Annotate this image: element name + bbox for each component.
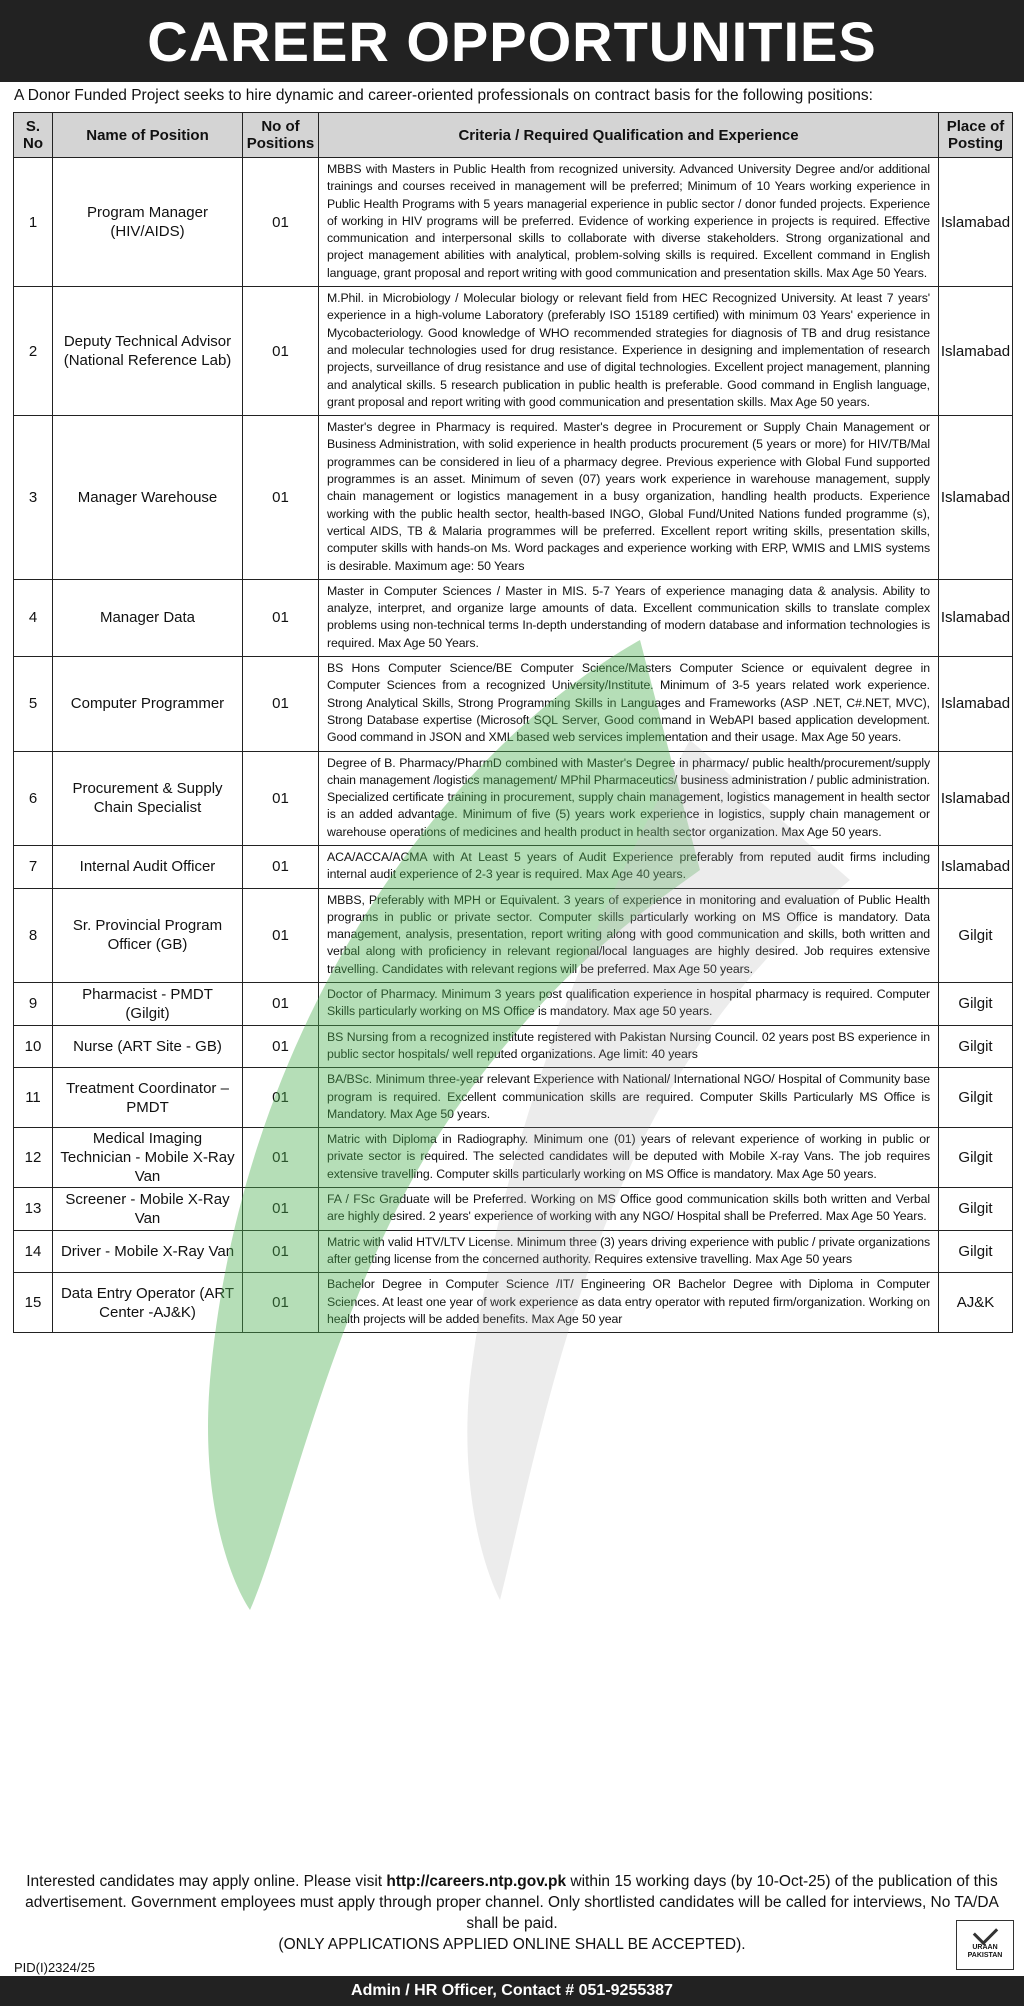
row-place: Gilgit bbox=[939, 983, 1013, 1026]
row-position: Nurse (ART Site - GB) bbox=[53, 1025, 243, 1068]
table-row bbox=[14, 1025, 1013, 1068]
positions-table-container bbox=[13, 112, 1012, 1333]
table-row bbox=[14, 751, 1013, 845]
row-sno: 1 bbox=[14, 158, 53, 287]
row-place: Gilgit bbox=[939, 1230, 1013, 1273]
row-position: Driver - Mobile X-Ray Van bbox=[53, 1230, 243, 1273]
row-place: Islamabad bbox=[939, 158, 1013, 287]
table-row bbox=[14, 845, 1013, 888]
row-count: 01 bbox=[243, 1025, 319, 1068]
row-count: 01 bbox=[243, 1068, 319, 1128]
row-count: 01 bbox=[243, 1128, 319, 1188]
row-sno: 11 bbox=[14, 1068, 53, 1128]
row-count: 01 bbox=[243, 751, 319, 845]
row-sno: 9 bbox=[14, 983, 53, 1026]
row-criteria: MBBS, Preferably with MPH or Equivalent. 3 years of experience in monitoring and evaluation of Public Health programs in public or private sector. Computer skills particularly working on MS Office is mandatory. Data management, analysis, presentation, report writing along with good communication and skills, both written and verbal along with proficiency in relevant regional/local languages are highly desired. Job requires extensive travelling. Candidates with relevant regions will be preferred. Max Age 50 years. bbox=[319, 888, 939, 982]
uraan-pakistan-logo bbox=[956, 1920, 1014, 1970]
row-criteria: Degree of B. Pharmacy/PharmD combined with Master's Degree in pharmacy/ public health/procurement/supply chain management /logistics management/ MPhil Pharmaceutics/ business administration / public administration. Specialized certificate training in procurement, supply chain management, logistics management in health sector is an added advantage. Minimum of five (5) years work experience in logistics, supply chain management or warehouse operations of medicines and health product in health sector organization. Max Age 50 years. bbox=[319, 751, 939, 845]
row-sno: 14 bbox=[14, 1230, 53, 1273]
row-sno: 8 bbox=[14, 888, 53, 982]
row-sno: 5 bbox=[14, 657, 53, 751]
row-place: Islamabad bbox=[939, 579, 1013, 656]
row-count: 01 bbox=[243, 845, 319, 888]
row-count: 01 bbox=[243, 287, 319, 416]
row-sno: 13 bbox=[14, 1188, 53, 1231]
row-criteria: BA/BSc. Minimum three-year relevant Experience with National/ International NGO/ Hospital of Community base program is required. Excellent communication skills are required. Computer Skills Particularly MS Office is Mandatory. Max Age 50 years. bbox=[319, 1068, 939, 1128]
row-place: AJ&K bbox=[939, 1273, 1013, 1333]
row-place: Islamabad bbox=[939, 287, 1013, 416]
column-header-sno: S. No bbox=[14, 113, 53, 158]
column-header-place: Place of Posting bbox=[939, 113, 1013, 158]
row-place: Islamabad bbox=[939, 657, 1013, 751]
row-position: Manager Data bbox=[53, 579, 243, 656]
row-count: 01 bbox=[243, 416, 319, 580]
row-position: Program Manager (HIV/AIDS) bbox=[53, 158, 243, 287]
row-criteria: Matric with valid HTV/LTV License. Minimum three (3) years driving experience with public / private organizations after getting license from the concerned authority. Requires extensive travelling. Max Age 50 years bbox=[319, 1230, 939, 1273]
row-sno: 4 bbox=[14, 579, 53, 656]
table-row bbox=[14, 1128, 1013, 1188]
header-bar bbox=[0, 0, 1024, 82]
row-criteria: M.Phil. in Microbiology / Molecular biology or relevant field from HEC Recognized University. At least 7 years' experience in a high-volume Laboratory (preferably ISO 15189 certified) with minimum 03 Years' experience in Mycobacteriology. Good knowledge of WHO recommended strategies for diagnosis of TB and drug resistance and molecular technologies used for drug resistance. Experience in designing and implementation of research projects, surveillance of drug resistance and use of digital technologies. Excellent project management, planning and analytical skills. 5 research publication in public health is preferable. Good command in English language, grant proposal and report writing with good communication and presentation skills. Max Age 50 years. bbox=[319, 287, 939, 416]
row-position: Pharmacist - PMDT (Gilgit) bbox=[53, 983, 243, 1026]
row-count: 01 bbox=[243, 1230, 319, 1273]
pid-number: PID(I)2324/25 bbox=[14, 1960, 95, 1975]
positions-table bbox=[13, 112, 1013, 1333]
table-row bbox=[14, 983, 1013, 1026]
row-criteria: BS Hons Computer Science/BE Computer Science/Masters Computer Science or equivalent degree in Computer Sciences from a recognized University/Institute. Minimum of 3-5 years related work experience. Strong Analytical Skills, Strong Programming Skills in Languages and Frameworks (ASP .NET, C#.NET, MVC), Strong Database expertise (Microsoft SQL Server, Good command in WebAPI based application development. Good command in JSON and XML based web services implementation and their usage. Max Age 50 years. bbox=[319, 657, 939, 751]
row-criteria: BS Nursing from a recognized institute registered with Pakistan Nursing Council. 02 years post BS experience in public sector hospitals/ well reputed organizations. Age limit: 40 years bbox=[319, 1025, 939, 1068]
row-count: 01 bbox=[243, 158, 319, 287]
logo-text: URAAN PAKISTAN bbox=[967, 1944, 1003, 1959]
row-count: 01 bbox=[243, 657, 319, 751]
table-row bbox=[14, 158, 1013, 287]
row-place: Gilgit bbox=[939, 1128, 1013, 1188]
column-header-position: Name of Position bbox=[53, 113, 243, 158]
table-row bbox=[14, 657, 1013, 751]
row-place: Gilgit bbox=[939, 1068, 1013, 1128]
table-header-row bbox=[14, 113, 1013, 158]
row-position: Deputy Technical Advisor (National Reference Lab) bbox=[53, 287, 243, 416]
row-position: Sr. Provincial Program Officer (GB) bbox=[53, 888, 243, 982]
row-sno: 7 bbox=[14, 845, 53, 888]
contact-bar bbox=[0, 1976, 1024, 2006]
row-sno: 6 bbox=[14, 751, 53, 845]
row-criteria: ACA/ACCA/ACMA with At Least 5 years of Audit Experience preferably from reputed audit firms including internal audit experience of 2-3 year is required. Max Age 40 years. bbox=[319, 845, 939, 888]
row-criteria: Master's degree in Pharmacy is required. Master's degree in Procurement or Supply Chain Management or Business Administration, with solid experience in health products procurement (5 years or more) for HIV/TB/Mal programmes can be considered in lieu of a pharmacy degree. Previous experience with Global Fund supported programmes is an asset. Minimum of seven (07) years work experience in warehouse management, supply chain management or logistics management in a busy organization, handling health products. Experience working with the public health sector, health-based INGO, Global Fund/United Nations funded programme (s), vertical AIDS, TB & Malaria programmes will be preferred. Excellent report writing skills, presentation skills, computer skills with hands-on Ms. Word packages and experience working with ERP, WMIS and LMIS systems is desirable. Maximum age: 50 Years bbox=[319, 416, 939, 580]
table-row bbox=[14, 416, 1013, 580]
row-place: Islamabad bbox=[939, 751, 1013, 845]
contact-text: Admin / HR Officer, Contact # 051-9255387 bbox=[351, 1982, 673, 1999]
row-sno: 2 bbox=[14, 287, 53, 416]
row-criteria: Doctor of Pharmacy. Minimum 3 years post qualification experience in hospital pharmacy is required. Computer Skills particularly working on MS Office is mandatory. Max age 50 years. bbox=[319, 983, 939, 1026]
table-row bbox=[14, 888, 1013, 982]
row-place: Gilgit bbox=[939, 888, 1013, 982]
table-row bbox=[14, 1273, 1013, 1333]
row-position: Medical Imaging Technician - Mobile X-Ray Van bbox=[53, 1128, 243, 1188]
check-icon bbox=[972, 1920, 997, 1945]
row-position: Internal Audit Officer bbox=[53, 845, 243, 888]
row-place: Gilgit bbox=[939, 1188, 1013, 1231]
page-title: CAREER OPPORTUNITIES bbox=[147, 9, 877, 73]
row-sno: 3 bbox=[14, 416, 53, 580]
intro-text: A Donor Funded Project seeks to hire dynamic and career-oriented professionals on contract basis for the following positions: bbox=[14, 87, 873, 104]
row-count: 01 bbox=[243, 1273, 319, 1333]
row-count: 01 bbox=[243, 579, 319, 656]
column-header-criteria: Criteria / Required Qualification and Experience bbox=[319, 113, 939, 158]
row-count: 01 bbox=[243, 1188, 319, 1231]
row-position: Computer Programmer bbox=[53, 657, 243, 751]
row-criteria: Bachelor Degree in Computer Science /IT/ Engineering OR Bachelor Degree with Diploma in Computer Sciences. At least one year of work experience as data entry operator with reputed firm/organization. Working on health projects will be added benefits. Max Age 50 year bbox=[319, 1273, 939, 1333]
row-count: 01 bbox=[243, 983, 319, 1026]
row-position: Screener - Mobile X-Ray Van bbox=[53, 1188, 243, 1231]
careers-url-link[interactable]: http://careers.ntp.gov.pk bbox=[386, 1873, 567, 1890]
row-place: Gilgit bbox=[939, 1025, 1013, 1068]
footer-line-end: within 15 working days (by 10-Oct-25) of the publication of this advertisement. Government employees must apply through proper channel. Only shortlisted candidates will be called for interviews, No TA/DA shall be paid. bbox=[25, 1873, 999, 1932]
row-position: Data Entry Operator (ART Center -AJ&K) bbox=[53, 1273, 243, 1333]
row-criteria: FA / FSc Graduate will be Preferred. Working on MS Office good communication skills both written and Verbal are highly desired. 2 years' experience of working with any NGO/ Hospital shall be Preferred. Max Age 50 Years. bbox=[319, 1188, 939, 1231]
table-row bbox=[14, 1188, 1013, 1231]
row-sno: 12 bbox=[14, 1128, 53, 1188]
table-row bbox=[14, 287, 1013, 416]
row-criteria: MBBS with Masters in Public Health from recognized university. Advanced University Degree and/or additional trainings and courses received in management will be preferred; Minimum of 10 Years working experience in Public Health Programs with 5 years managerial experience in public sector / donor funded projects. Experience of working in HIV programs will be preferred. Evidence of working experience in projects is required. Effective communication and interpersonal skills to collaborate with diverse stakeholders. Strong organizational and project management abilities with analytical, problem-solving skills is required. Excellent command in English language, grant proposal and report writing with good communication and presentation skills. Max Age 50 Years. bbox=[319, 158, 939, 287]
row-count: 01 bbox=[243, 888, 319, 982]
table-row bbox=[14, 1068, 1013, 1128]
footer-apply-text bbox=[20, 1871, 1004, 1934]
row-criteria: Matric with Diploma in Radiography. Minimum one (01) years of relevant experience of working in public or private sector is required. The selected candidates will be deputed with Mobile X-ray Vans. The job requires extensive travelling. Computer skills particularly working on MS Office is mandatory. Max Age 50 years. bbox=[319, 1128, 939, 1188]
table-row bbox=[14, 579, 1013, 656]
column-header-count: No of Positions bbox=[243, 113, 319, 158]
footer-instructions bbox=[20, 1871, 1004, 1955]
table-row bbox=[14, 1230, 1013, 1273]
footer-note: (ONLY APPLICATIONS APPLIED ONLINE SHALL BE ACCEPTED). bbox=[278, 1936, 746, 1953]
footer-line-start: Interested candidates may apply online. Please visit bbox=[26, 1873, 383, 1890]
row-sno: 15 bbox=[14, 1273, 53, 1333]
row-position: Treatment Coordinator – PMDT bbox=[53, 1068, 243, 1128]
row-position: Manager Warehouse bbox=[53, 416, 243, 580]
row-criteria: Master in Computer Sciences / Master in MIS. 5-7 Years of experience managing data & analysis. Ability to analyze, interpret, and organize large amounts of data. Excellent communication skills to translate complex problems using non-technical terms In-depth understanding of modern database and information technologies is required. Max Age 50 Years. bbox=[319, 579, 939, 656]
row-place: Islamabad bbox=[939, 845, 1013, 888]
row-sno: 10 bbox=[14, 1025, 53, 1068]
row-place: Islamabad bbox=[939, 416, 1013, 580]
row-position: Procurement & Supply Chain Specialist bbox=[53, 751, 243, 845]
